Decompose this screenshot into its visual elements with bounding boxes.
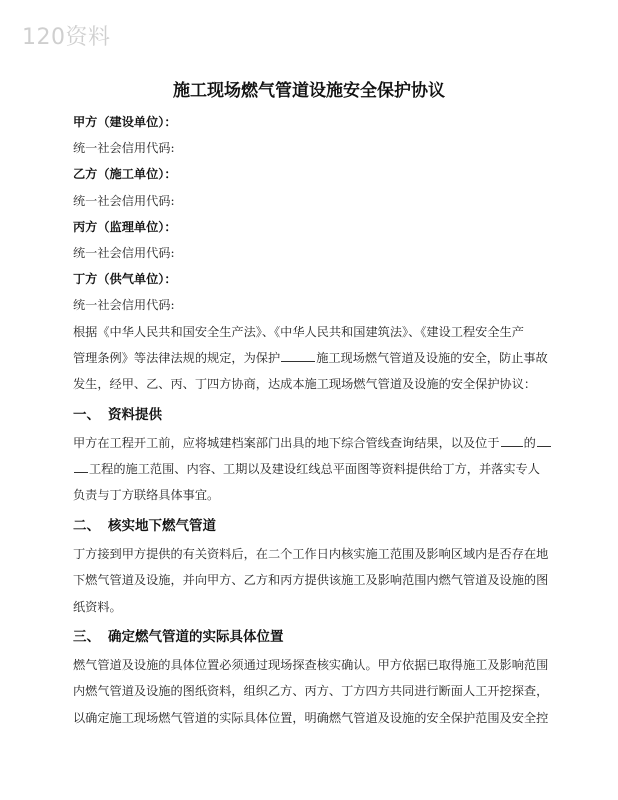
section-paragraph [73,541,553,620]
document-body [73,109,553,731]
paragraph-line: 内燃气管道及设施的图纸资料，组织乙方、丙方、丁方四方共同进行断面人工开挖探查， [73,684,549,699]
preamble-line: 发生，经甲、乙、丙、丁四方协商，达成本施工现场燃气管道及设施的安全保护协议： [73,377,537,392]
section-heading [73,400,553,430]
section-paragraph [73,430,553,509]
watermark: 120资料 [22,25,111,50]
credit-code-line: 统一社会信用代码: [73,245,175,260]
party-block-d [73,266,553,318]
section-number: 三、 [73,629,100,646]
preamble-line [73,345,553,371]
section-paragraph [73,652,553,731]
paragraph-text: 的 [523,435,536,450]
section-title: 确定燃气管道的实际具体位置 [108,629,284,646]
preamble-line: 根据《中华人民共和国安全生产法》、《中华人民共和国建筑法》、《建设工程安全生产 [73,324,524,339]
paragraph-text: 工程的施工范围、内容、工期以及建设红线总平面图等资料提供给丁方，并落实专人 [89,462,540,477]
party-block-c [73,214,553,266]
party-block-b [73,161,553,213]
paragraph-line: 纸资料。 [73,599,122,614]
section-title: 核实地下燃气管道 [108,517,216,534]
paragraph-line: 负责与丁方联络具体事宜。 [73,488,220,503]
paragraph-line [73,430,553,456]
fill-in-blank [537,433,551,447]
fill-in-blank [74,459,88,473]
section-number: 一、 [73,406,100,423]
section-title: 资料提供 [108,406,162,423]
party-block-a [73,109,553,161]
section-number: 二、 [73,517,100,534]
preamble-text: 管理条例》等法律法规的规定，为保护 [73,350,281,365]
fill-in-blank [281,348,315,362]
paragraph-line: 下燃气管道及设施，并向甲方、乙方和丙方提供该施工及影响范围内燃气管道及设施的图 [73,573,549,588]
credit-code-line: 统一社会信用代码: [73,193,175,208]
paragraph-line [73,456,553,482]
page-title: 施工现场燃气管道设施安全保护协议 [173,81,445,101]
party-label: 甲方（建设单位）： [73,115,177,129]
preamble-paragraph [73,319,553,398]
paragraph-line: 丁方接到甲方提供的有关资料后，在二个工作日内核实施工范围及影响区域内是否存在地 [73,546,549,561]
section-heading [73,511,553,541]
section-heading [73,622,553,652]
party-label: 乙方（施工单位）： [73,167,177,182]
paragraph-line: 燃气管道及设施的具体位置必须通过现场探查核实确认。甲方依据已取得施工及影响范围 [73,658,549,673]
party-label: 丁方（供气单位）： [73,272,177,287]
paragraph-line: 以确定施工现场燃气管道的实际具体位置，明确燃气管道及设施的安全保护范围及安全控 [73,710,549,725]
credit-code-line: 统一社会信用代码: [73,141,175,156]
fill-in-blank [501,433,523,447]
credit-code-line: 统一社会信用代码: [73,298,175,313]
paragraph-text: 甲方在工程开工前，应将城建档案部门出具的地下综合管线查询结果，以及位于 [73,435,500,450]
preamble-text: 施工现场燃气管道及设施的安全，防止事故 [316,350,548,365]
party-label: 丙方（监理单位）： [73,219,177,234]
